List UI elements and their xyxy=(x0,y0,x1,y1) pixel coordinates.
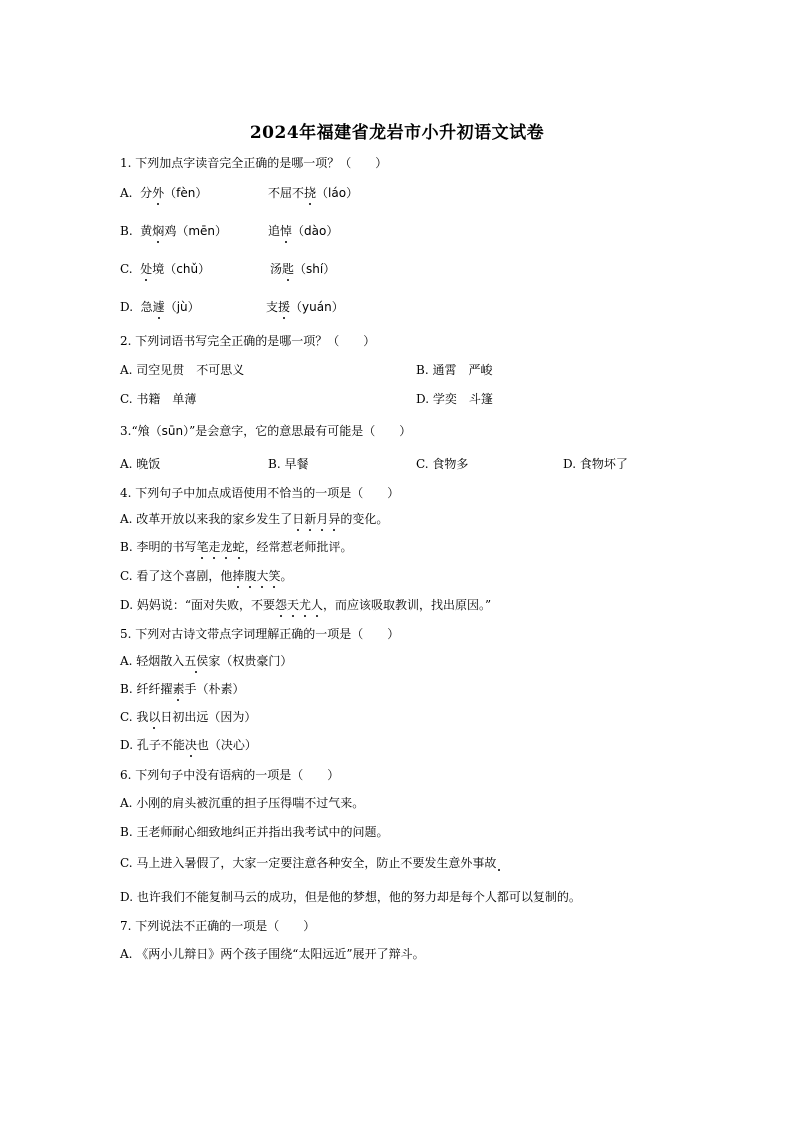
q2-option-b: B. 通霄 严峻 xyxy=(416,363,493,377)
q5-option-a: A. 轻烟散入五侯家（权贵豪门） xyxy=(120,654,293,668)
q1-option-d-word2: 支援（yuán） xyxy=(266,300,344,314)
q3-option-b: B. 早餐 xyxy=(268,457,309,471)
q2-option-d: D. 学奕 斗篷 xyxy=(416,392,493,406)
q6-option-a: A. 小刚的肩头被沉重的担子压得喘不过气来。 xyxy=(120,796,365,810)
q1-stem: 1. 下列加点字读音完全正确的是哪一项？（ ） xyxy=(120,156,388,170)
q1-option-a: A. 分外（fèn） xyxy=(120,186,208,200)
q7-option-a: A. 《两小儿辩日》两个孩子围绕“太阳远近”展开了辩斗。 xyxy=(120,947,425,961)
q6-stem: 6. 下列句子中没有语病的一项是（ ） xyxy=(120,768,340,782)
q5-option-d: D. 孔子不能决也（决心） xyxy=(120,738,257,752)
q4-option-d: D. 妈妈说：“面对失败，不要怨天尤人，而应该吸取教训，找出原因。” xyxy=(120,598,492,612)
q5-option-b: B. 纤纤擢素手（朴素） xyxy=(120,682,245,696)
q4-option-c: C. 看了这个喜剧，他捧腹大笑。 xyxy=(120,569,293,583)
q6-option-b: B. 王老师耐心细致地纠正并指出我考试中的问题。 xyxy=(120,825,389,839)
q5-option-c: C. 我以日初出远（因为） xyxy=(120,710,257,724)
q4-stem: 4. 下列句子中加点成语使用不恰当的一项是（ ） xyxy=(120,486,400,500)
q1-option-b: B. 黄焖鸡（mēn） xyxy=(120,224,228,238)
q1-option-c: C. 处境（chǔ） xyxy=(120,262,211,276)
q4-option-b: B. 李明的书写笔走龙蛇，经常惹老师批评。 xyxy=(120,540,353,554)
q5-stem: 5. 下列对古诗文带点字词理解正确的一项是（ ） xyxy=(120,627,400,641)
q6-option-d: D. 也许我们不能复制马云的成功，但是他的梦想，他的努力却是每个人都可以复制的。 xyxy=(120,890,581,904)
q3-option-a: A. 晚饭 xyxy=(120,457,161,471)
page-title: 2024年福建省龙岩市小升初语文试卷 xyxy=(249,123,545,143)
q1-option-b-word2: 追悼（dào） xyxy=(268,224,339,238)
q1-option-d: D. 急遽（jù） xyxy=(120,300,200,314)
q2-option-c: C. 书籍 单薄 xyxy=(120,392,197,406)
q1-option-c-word2: 汤匙（shí） xyxy=(270,262,336,276)
q7-stem: 7. 下列说法不正确的一项是（ ） xyxy=(120,919,316,933)
stray-mark-icon xyxy=(498,869,500,871)
q3-option-d: D. 食物坏了 xyxy=(563,457,628,471)
q1-option-a-word2: 不屈不挠（láo） xyxy=(268,186,359,200)
q2-stem: 2. 下列词语书写完全正确的是哪一项？（ ） xyxy=(120,334,376,348)
q6-option-c: C. 马上进入暑假了，大家一定要注意各种安全，防止不要发生意外事故 xyxy=(120,855,500,871)
q4-option-a: A. 改革开放以来我的家乡发生了日新月异的变化。 xyxy=(120,512,389,526)
q3-option-c: C. 食物多 xyxy=(416,457,469,471)
q3-stem: 3.“飧（sūn）”是会意字，它的意思最有可能是（ ） xyxy=(120,424,412,438)
q2-option-a: A. 司空见贯 不可思义 xyxy=(120,363,245,377)
